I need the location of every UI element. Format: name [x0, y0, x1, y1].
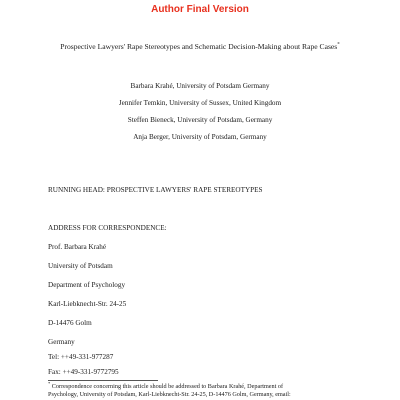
- running-head: RUNNING HEAD: PROSPECTIVE LAWYERS' RAPE STEREOTYPES: [48, 186, 263, 194]
- author-1: Barbara Krahé, University of Potsdam Germany: [130, 82, 270, 90]
- correspondence-tel: Tel: ++49-331-977287: [48, 353, 114, 361]
- footnote-marker: *: [48, 380, 51, 386]
- footnote-divider: [48, 380, 158, 381]
- author-4: Anja Berger, University of Potsdam, Germany: [133, 133, 267, 141]
- footnote: [48, 380, 368, 399]
- correspondence-name: Prof. Barbara Krahé: [48, 243, 107, 251]
- correspondence-department: Department of Psychology: [48, 281, 126, 289]
- author-3: Steffen Bieneck, University of Potsdam, Germany: [127, 116, 273, 124]
- footnote-line-1: [48, 380, 368, 391]
- author-final-version-banner: Author Final Version: [151, 4, 249, 15]
- paper-title-text: Prospective Lawyers' Rape Stereotypes and Schematic Decision-Making about Rape Cases: [60, 42, 338, 51]
- paper-title: [0, 42, 400, 51]
- correspondence-heading: ADDRESS FOR CORRESPONDENCE:: [48, 224, 167, 232]
- correspondence-fax: Fax: ++49-331-9772795: [48, 368, 119, 376]
- correspondence-university: University of Potsdam: [48, 262, 113, 270]
- correspondence-country: Germany: [48, 338, 75, 346]
- title-footnote-marker: *: [337, 42, 340, 48]
- author-2: Jennifer Temkin, University of Sussex, United Kingdom: [118, 99, 282, 107]
- footnote-line-1-text: Correspondence concerning this article should be addressed to Barbara Krahé, Department of: [51, 383, 284, 390]
- footnote-line-2: Psychology, University of Potsdam, Karl-Liebknecht-Str. 24-25, D-14476 Golm, Germany, email:: [48, 391, 291, 398]
- correspondence-city: D-14476 Golm: [48, 319, 92, 327]
- correspondence-street: Karl-Liebknecht-Str. 24-25: [48, 300, 127, 308]
